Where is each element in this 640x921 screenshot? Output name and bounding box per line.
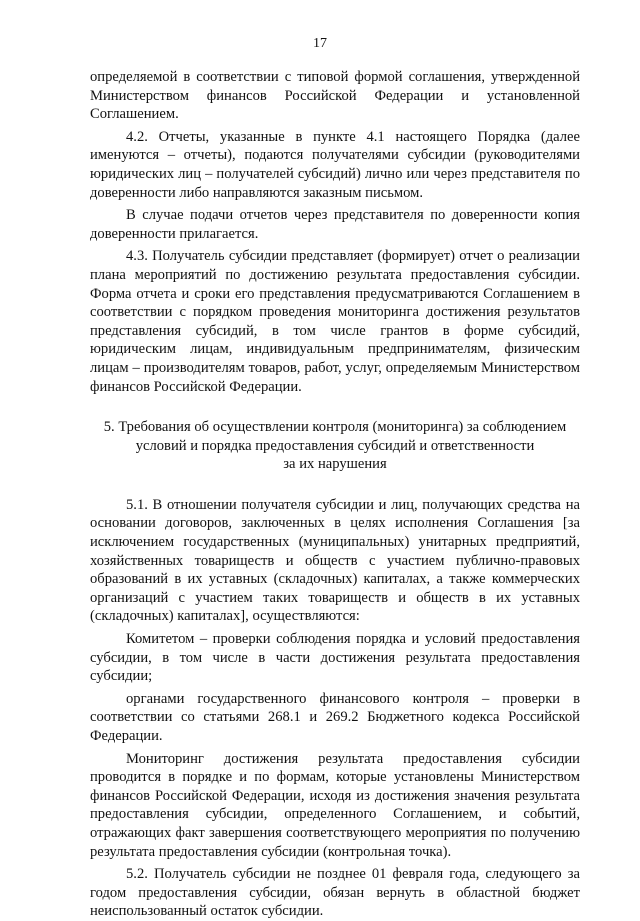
section-5-heading bbox=[90, 418, 580, 474]
paragraph-5-2: 5.2. Получатель субсидии не позднее 01 февраля года, следующего за годом предоставления субсидии, обязан вернуть в областной бюджет неиспользованный остаток субсидии. bbox=[90, 866, 580, 920]
section-5-heading-line-2: условий и порядка предоставления субсидий и ответственности bbox=[135, 437, 535, 454]
page-number: 17 bbox=[313, 36, 327, 51]
section-5-heading-line-1: 5. Требования об осуществлении контроля (мониторинга) за соблюдением bbox=[103, 419, 567, 436]
paragraph-financial-control: органами государственного финансового контроля – проверки в соответствии со статьями 268.1 и 269.2 Бюджетного кодекса Российской Федерации. bbox=[90, 690, 580, 744]
paragraph-4-3: 4.3. Получатель субсидии представляет (формирует) отчет о реализации плана мероприятий по достижению результата предоставления субсидии. Форма отчета и сроки его представления предусматриваются Соглашением в соответствии с порядком проведения мониторинга достижения результатов представления субсидий, в том числе грантов в форме субсидий, юридическим лицам, индивидуальным предпринимателям, физическим лицам – производителям товаров, работ, услуг, определяемым Министерством финансов Российской Федерации. bbox=[90, 248, 580, 395]
paragraph-5-1: 5.1. В отношении получателя субсидии и лиц, получающих средства на основании договоров, заключенных в целях исполнения Соглашения [за исключением государственных (муниципальных) унитарных предприятий, хозяйственных товариществ и обществ с участием публично-правовых образований в их уставных (складочных) капиталах, а также коммерческих организаций с участием таких товариществ и обществ в их уставных (складочных) капиталах], осуществляются: bbox=[90, 496, 580, 625]
paragraph-approval-form: определяемой в соответствии с типовой формой соглашения, утвержденной Министерством финансов Российской Федерации и установленной Соглашением. bbox=[90, 69, 580, 123]
section-5-heading-line-3: за их нарушения bbox=[283, 456, 387, 473]
document-body bbox=[90, 68, 580, 921]
paragraph-4-2: 4.2. Отчеты, указанные в пункте 4.1 настоящего Порядка (далее именуются – отчеты), подаются получателями субсидии (руководителями юридических лиц – получателей субсидий) лично или через представителя по доверенности либо направляются заказным письмом. bbox=[90, 128, 580, 201]
paragraph-power-of-attorney: В случае подачи отчетов через представителя по доверенности копия доверенности прилагается. bbox=[90, 207, 580, 242]
paragraph-monitoring: Мониторинг достижения результата предоставления субсидии проводится в порядке и по формам, которые установлены Министерством финансов Российской Федерации, исходя из достижения значения результата предоставления субсидии, определенного Соглашением, и событий, отражающих факт завершения соответствующего мероприятия по получению результата предоставления субсидии (контрольная точка). bbox=[90, 750, 580, 860]
paragraph-committee-checks: Комитетом – проверки соблюдения порядка и условий предоставления субсидии, в том числе в части достижения результата предоставления субсидии; bbox=[90, 631, 580, 685]
